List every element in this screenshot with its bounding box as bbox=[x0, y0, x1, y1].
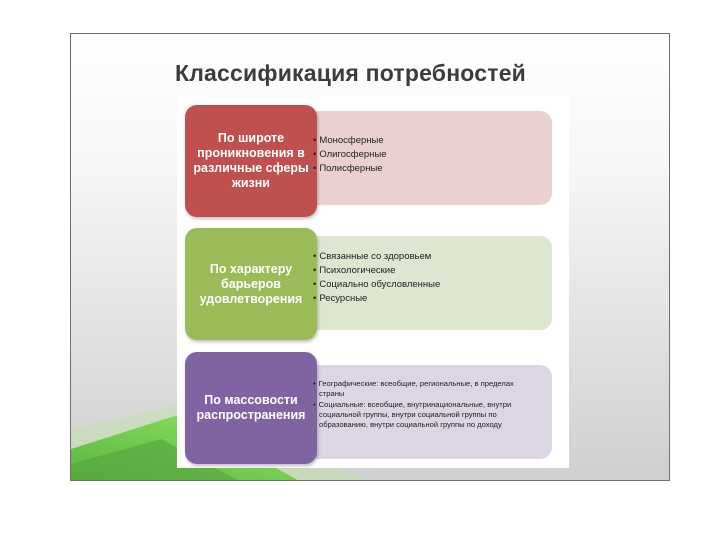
row-2-list bbox=[313, 250, 440, 306]
slide bbox=[70, 33, 670, 481]
list-item: • Географические: всеобщие, региональные, в пределах страны bbox=[313, 379, 537, 399]
list-item: • Олигосферные bbox=[313, 148, 387, 162]
list-item: • Связанные со здоровьем bbox=[313, 250, 440, 264]
diagram-panel bbox=[177, 95, 569, 468]
list-item: • Моносферные bbox=[313, 134, 387, 148]
row-2-category: По характеру барьеров удовлетворения bbox=[185, 228, 317, 340]
list-item: • Полисферные bbox=[313, 162, 387, 176]
row-1-category: По широте проникновения в различные сферы жизни bbox=[185, 105, 317, 217]
list-item: • Психологические bbox=[313, 264, 440, 278]
row-3-category: По массовости распространения bbox=[185, 352, 317, 464]
list-item: • Социальные: всеобщие, внутринациональные, внутри социальной группы, внутри социальной группы по образованию, внутри социальной группы по доходу bbox=[313, 400, 537, 430]
list-item: • Социально обусловленные bbox=[313, 278, 440, 292]
row-3-list bbox=[313, 379, 537, 431]
page-title: Классификация потребностей bbox=[175, 60, 527, 86]
row-1-list bbox=[313, 134, 387, 176]
list-item: • Ресурсные bbox=[313, 292, 440, 306]
